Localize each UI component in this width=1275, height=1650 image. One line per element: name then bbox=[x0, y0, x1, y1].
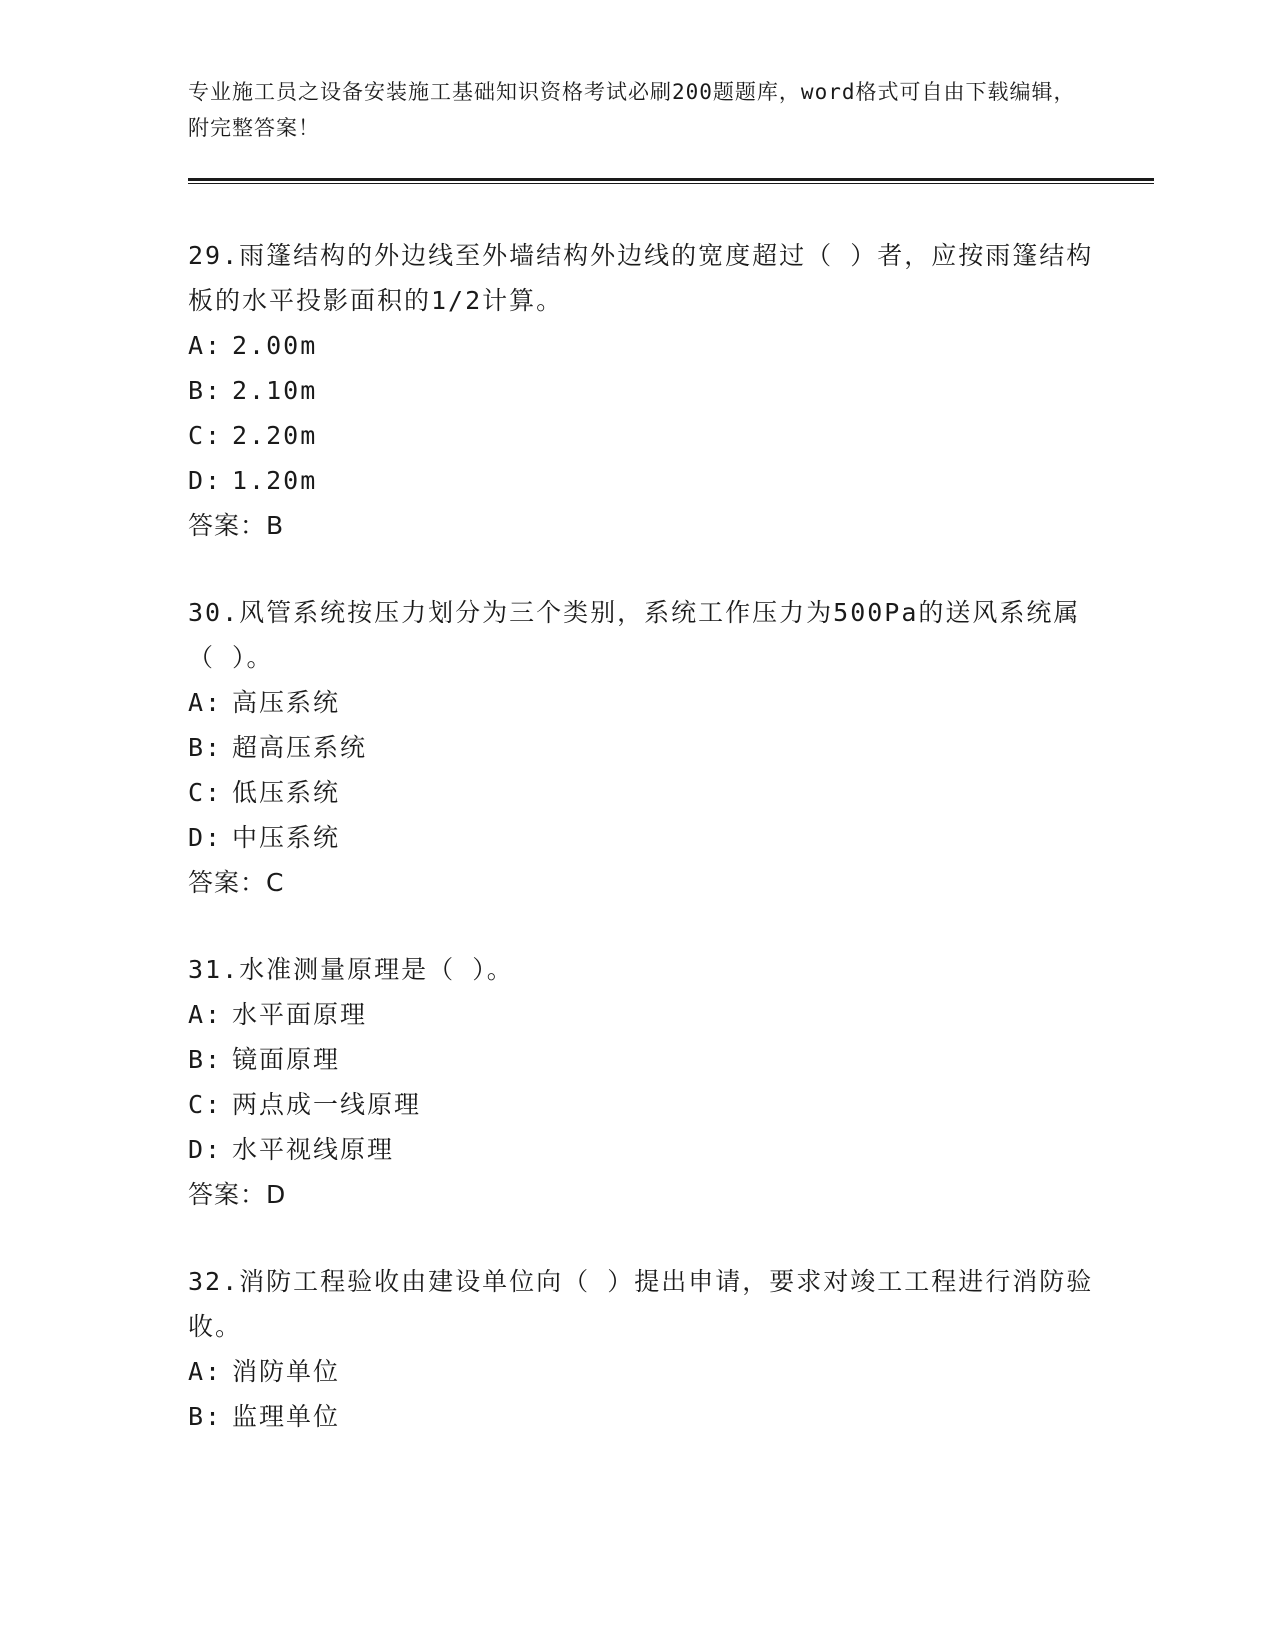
question-stem: 31.水准测量原理是（ ）。 bbox=[188, 955, 514, 984]
option-key: D: bbox=[188, 823, 223, 852]
option-d bbox=[188, 815, 1098, 860]
question-32 bbox=[188, 1259, 1098, 1439]
question-stem: 29.雨篷结构的外边线至外墙结构外边线的宽度超过（ ）者，应按雨篷结构板的水平投影面积的1/2计算。 bbox=[188, 241, 1094, 315]
option-text: 镜面原理 bbox=[232, 1045, 341, 1074]
option-key: B: bbox=[188, 733, 223, 762]
option-key: A: bbox=[188, 1357, 223, 1386]
option-text: 2.00m bbox=[232, 331, 318, 360]
answer-line: 答案：C bbox=[188, 868, 285, 897]
option-text: 2.10m bbox=[232, 376, 318, 405]
option-a bbox=[188, 1349, 1098, 1394]
option-key: D: bbox=[188, 1135, 223, 1164]
option-text: 2.20m bbox=[232, 421, 318, 450]
option-b bbox=[188, 368, 1098, 413]
question-29 bbox=[188, 233, 1098, 548]
option-key: B: bbox=[188, 1045, 223, 1074]
option-text: 消防单位 bbox=[232, 1357, 341, 1386]
header-divider-thin bbox=[188, 183, 1154, 184]
option-a bbox=[188, 680, 1098, 725]
option-d bbox=[188, 1127, 1098, 1172]
option-c bbox=[188, 770, 1098, 815]
option-text: 超高压系统 bbox=[232, 733, 368, 762]
option-b bbox=[188, 1037, 1098, 1082]
answer-line: 答案：D bbox=[188, 1180, 287, 1209]
option-text: 低压系统 bbox=[232, 778, 341, 807]
question-30 bbox=[188, 590, 1098, 905]
option-text: 水平面原理 bbox=[232, 1000, 368, 1029]
question-31 bbox=[188, 947, 1098, 1217]
option-text: 两点成一线原理 bbox=[232, 1090, 422, 1119]
option-d bbox=[188, 458, 1098, 503]
header-divider-thick bbox=[188, 178, 1154, 181]
option-text: 监理单位 bbox=[232, 1402, 341, 1431]
option-key: C: bbox=[188, 421, 223, 450]
question-stem: 30.风管系统按压力划分为三个类别，系统工作压力为500Pa的送风系统属（ ）。 bbox=[188, 598, 1081, 672]
option-a bbox=[188, 992, 1098, 1037]
option-key: B: bbox=[188, 376, 223, 405]
option-text: 1.20m bbox=[232, 466, 318, 495]
question-list bbox=[188, 233, 1098, 1481]
question-stem: 32.消防工程验收由建设单位向（ ）提出申请，要求对竣工工程进行消防验收。 bbox=[188, 1267, 1094, 1341]
option-a bbox=[188, 323, 1098, 368]
document-header: 专业施工员之设备安装施工基础知识资格考试必刷200题题库，word格式可自由下载编辑，附完整答案！ bbox=[188, 80, 1076, 140]
option-text: 高压系统 bbox=[232, 688, 341, 717]
option-key: D: bbox=[188, 466, 223, 495]
option-text: 水平视线原理 bbox=[232, 1135, 395, 1164]
option-b bbox=[188, 725, 1098, 770]
option-key: C: bbox=[188, 1090, 223, 1119]
option-c bbox=[188, 413, 1098, 458]
option-key: A: bbox=[188, 1000, 223, 1029]
option-key: C: bbox=[188, 778, 223, 807]
option-b bbox=[188, 1394, 1098, 1439]
answer-line: 答案：B bbox=[188, 511, 285, 540]
option-key: A: bbox=[188, 688, 223, 717]
option-key: B: bbox=[188, 1402, 223, 1431]
option-key: A: bbox=[188, 331, 223, 360]
option-text: 中压系统 bbox=[232, 823, 341, 852]
option-c bbox=[188, 1082, 1098, 1127]
